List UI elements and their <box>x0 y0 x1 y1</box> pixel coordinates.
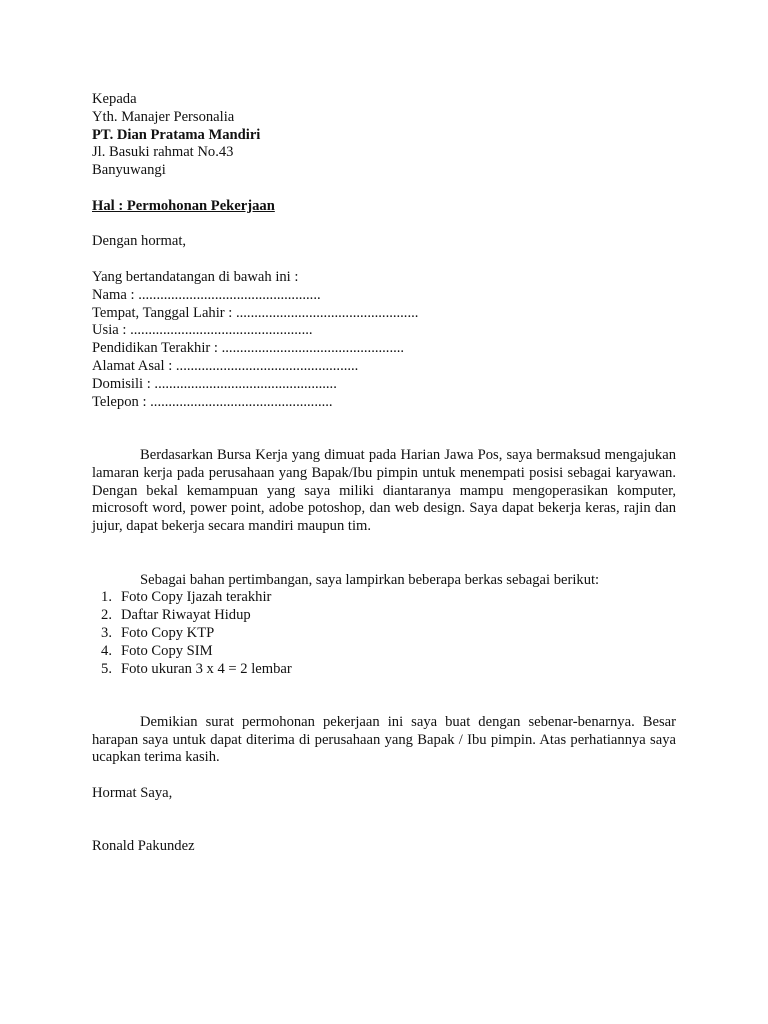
list-item-text: Foto Copy Ijazah terakhir <box>121 589 272 606</box>
closing-salutation: Hormat Saya, <box>92 785 173 802</box>
list-item-number: 1. <box>101 589 112 606</box>
attachments-list <box>92 589 676 678</box>
field-alamat-asal: Alamat Asal : .................................................. <box>92 357 359 374</box>
field-pendidikan-terakhir: Pendidikan Terakhir : .................................................. <box>92 340 405 357</box>
list-item-text: Foto Copy SIM <box>121 642 213 659</box>
field-domisili: Domisili : .................................................. <box>92 375 337 392</box>
recipient-city: Banyuwangi <box>92 162 166 179</box>
recipient-attention: Yth. Manajer Personalia <box>92 108 235 125</box>
attachments-intro: Sebagai bahan pertimbangan, saya lampirkan beberapa berkas sebagai berikut: <box>140 571 600 588</box>
letter-subject: Hal : Permohonan Pekerjaan <box>92 197 275 214</box>
identity-intro: Yang bertandatangan di bawah ini : <box>92 268 299 285</box>
field-nama: Nama : .................................................. <box>92 286 321 303</box>
letter-page <box>92 91 676 856</box>
recipient-to: Kepada <box>92 91 137 107</box>
list-item-text: Daftar Riwayat Hidup <box>121 607 251 624</box>
list-item-text: Foto ukuran 3 x 4 = 2 lembar <box>121 660 292 677</box>
field-tempat-tanggal-lahir: Tempat, Tanggal Lahir : .................................................. <box>92 304 419 321</box>
closing-paragraph: Demikian surat permohonan pekerjaan ini saya buat dengan sebenar-benarnya. Besar harapan saya untuk dapat diterima di perusahaan yang Bapak / Ibu pimpin. Atas perhatiannya saya ucapkan terima kasih. <box>92 713 676 766</box>
list-item <box>92 643 676 661</box>
letter-greeting: Dengan hormat, <box>92 233 187 250</box>
field-usia: Usia : .................................................. <box>92 322 313 339</box>
list-item-number: 5. <box>101 660 112 677</box>
recipient-company: PT. Dian Pratama Mandiri <box>92 126 261 143</box>
list-item <box>92 607 676 625</box>
list-item <box>92 661 676 679</box>
signature-name: Ronald Pakundez <box>92 838 195 855</box>
list-item-number: 4. <box>101 642 112 659</box>
recipient-block <box>92 91 676 180</box>
list-item-number: 2. <box>101 607 112 624</box>
recipient-street: Jl. Basuki rahmat No.43 <box>92 144 234 161</box>
identity-fields <box>92 287 676 412</box>
list-item-text: Foto Copy KTP <box>121 624 215 641</box>
list-item <box>92 589 676 607</box>
list-item <box>92 625 676 643</box>
body-paragraph-1: Berdasarkan Bursa Kerja yang dimuat pada Harian Jawa Pos, saya bermaksud mengajukan lamaran kerja pada perusahaan yang Bapak/Ibu pimpin untuk menempati posisi sebagai karyawan. Dengan bekal kemampuan yang saya miliki diantaranya mampu mengoperasikan komputer, microsoft word, power point, adobe potoshop, dan web design. Saya dapat bekerja keras, rajin dan jujur, dapat bekerja secara mandiri maupun tim. <box>92 446 676 535</box>
list-item-number: 3. <box>101 624 112 641</box>
field-telepon: Telepon : .................................................. <box>92 393 333 410</box>
